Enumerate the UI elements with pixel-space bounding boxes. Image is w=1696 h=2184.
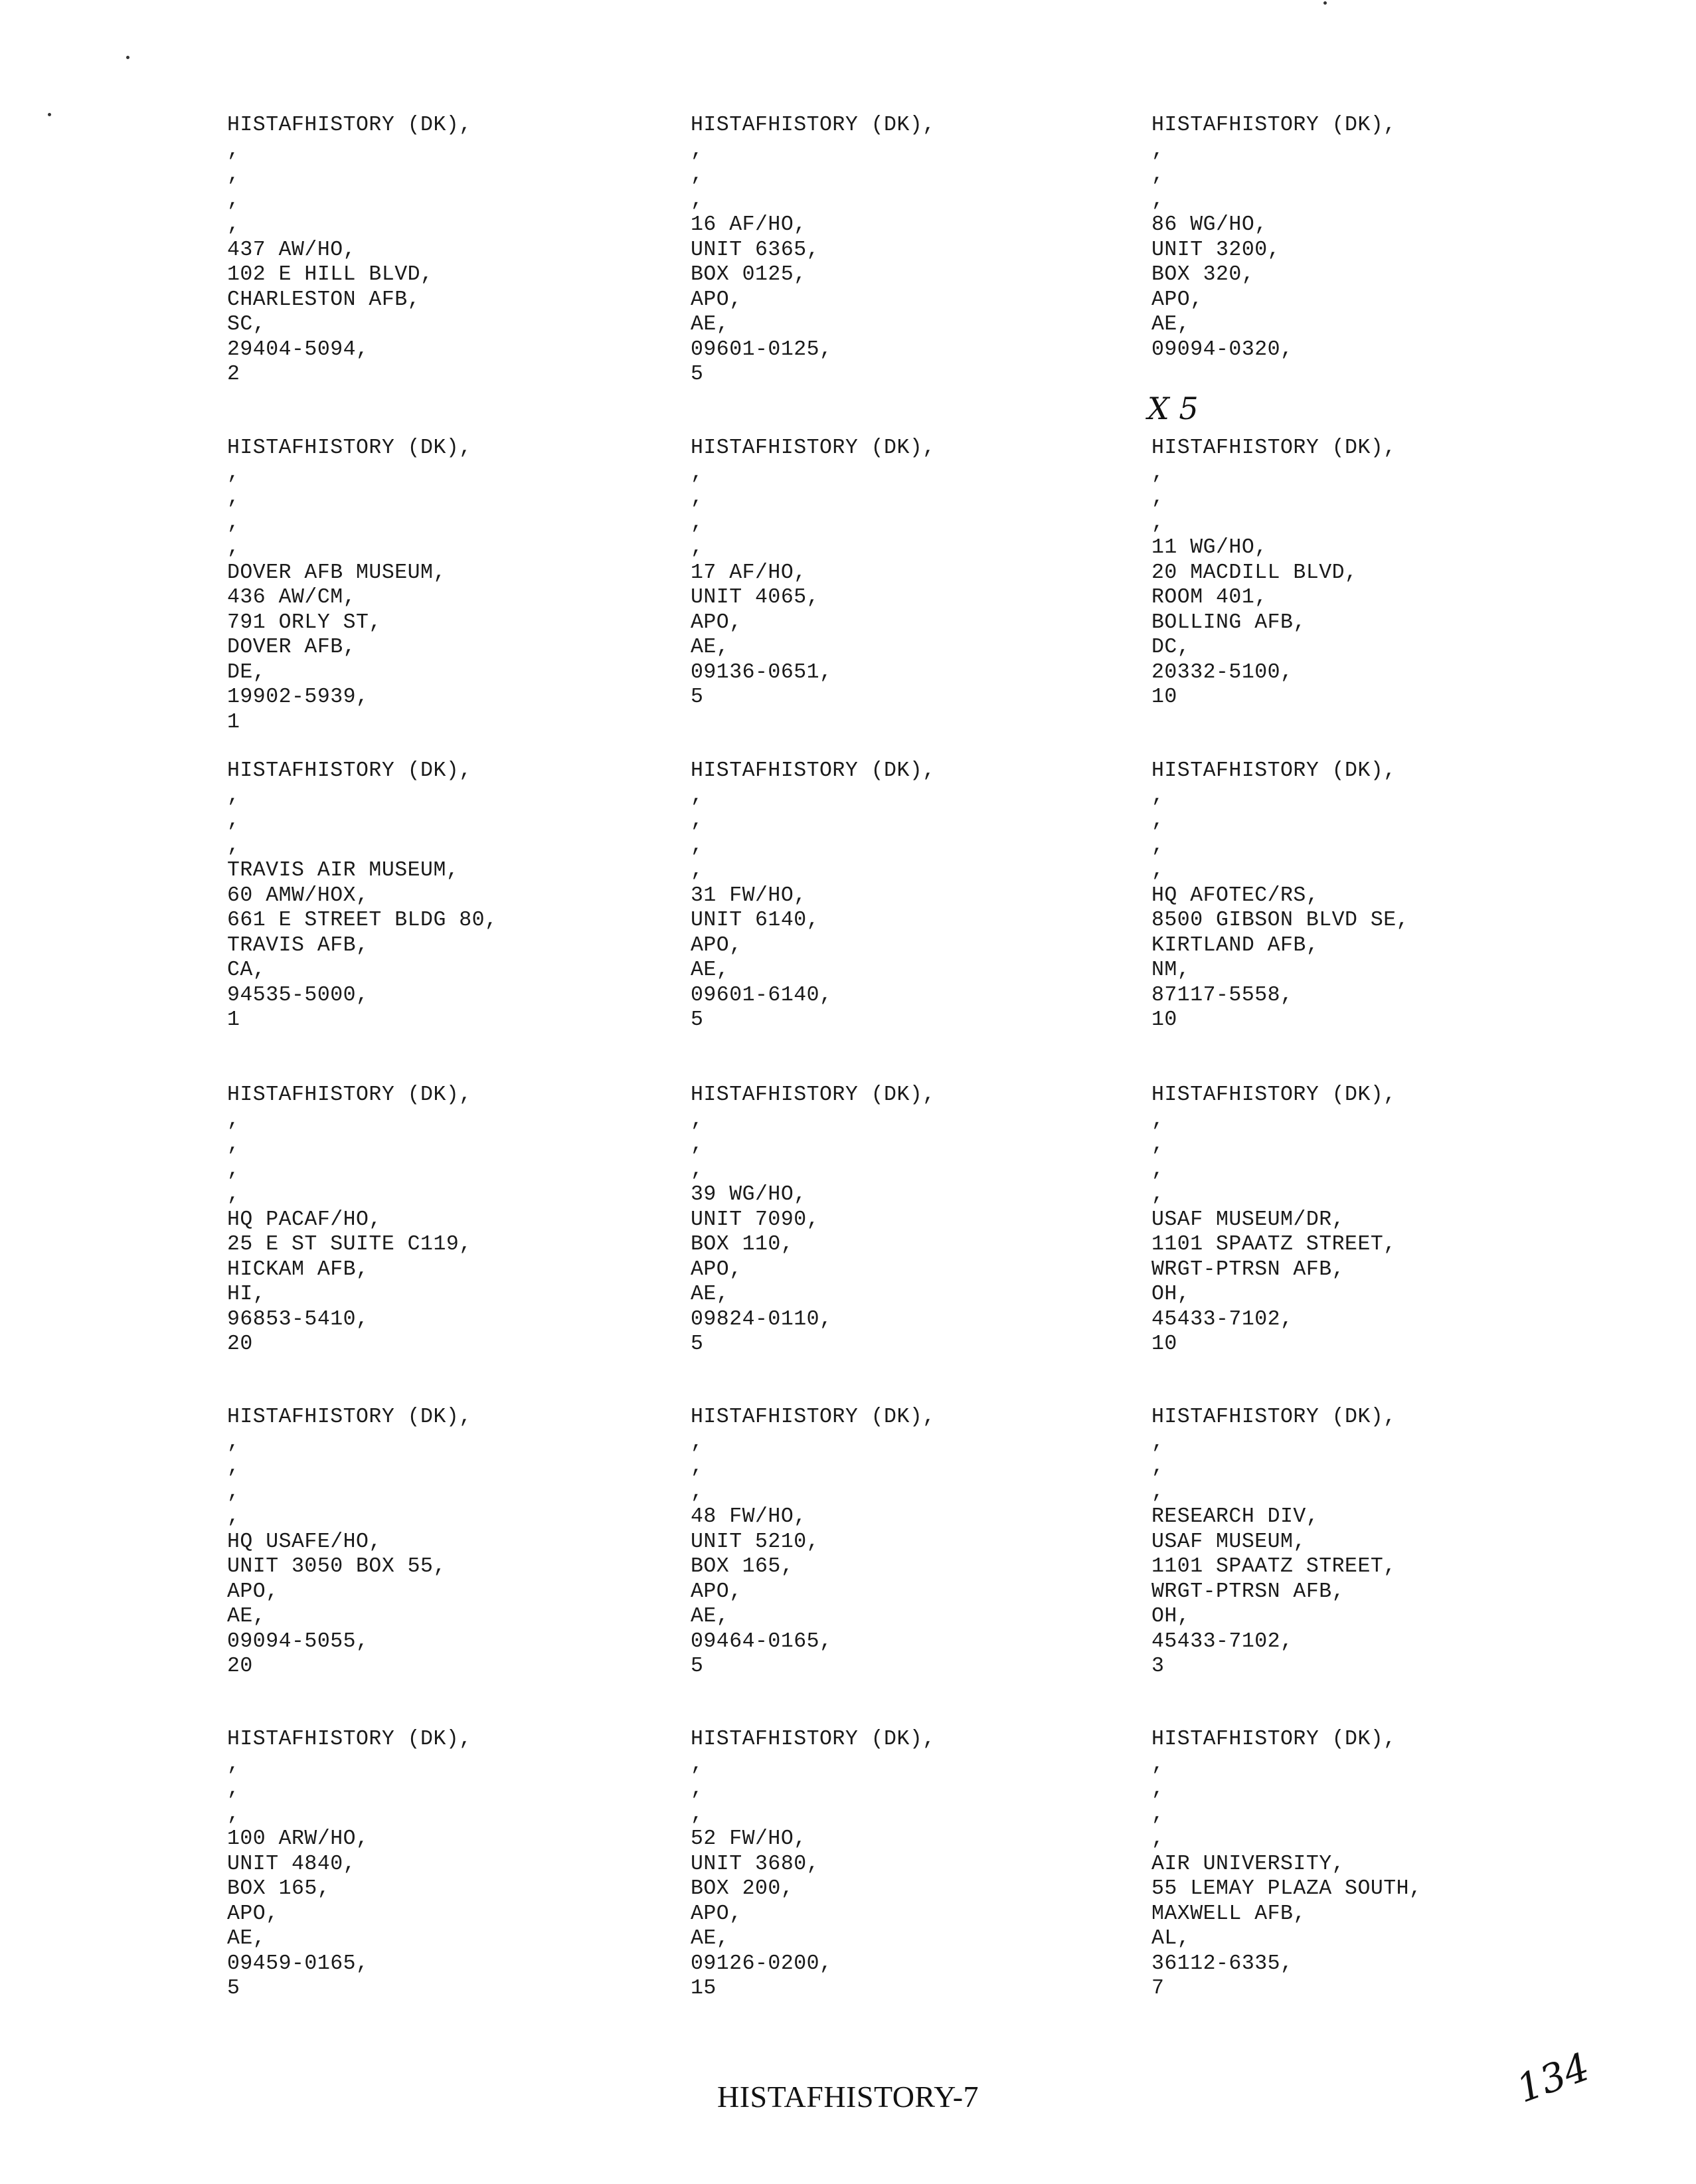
label-address-line: 09459-0165, — [227, 1952, 369, 1975]
label-address-line: UNIT 3200, — [1151, 238, 1281, 262]
label-address-line: 09126-0200, — [691, 1952, 833, 1975]
label-address-line: , — [227, 486, 240, 509]
label-address-line: AE, — [227, 1605, 266, 1628]
label-address-line: 102 E HILL BLVD, — [227, 263, 434, 286]
label-address-line: 1 — [227, 710, 240, 734]
label-address-line: , — [227, 138, 240, 162]
label-address-line: APO, — [227, 1580, 279, 1603]
mailing-label — [227, 1083, 705, 1357]
label-address-line: 20332-5100, — [1151, 660, 1294, 684]
label-address-line: , — [227, 1183, 240, 1206]
label-address-line: , — [227, 1430, 240, 1454]
label-address-line: 09824-0110, — [691, 1307, 833, 1331]
label-address-line: 39 WG/HO, — [691, 1183, 807, 1206]
label-address-line: 09464-0165, — [691, 1629, 833, 1653]
label-address-line: 87117-5558, — [1151, 983, 1294, 1007]
label-addressee-line: HISTAFHISTORY (DK), — [691, 759, 936, 782]
label-addressee-line: HISTAFHISTORY (DK), — [691, 436, 936, 460]
label-address-line: , — [1151, 1777, 1165, 1801]
label-addressee-line: HISTAFHISTORY (DK), — [1151, 114, 1397, 137]
label-address-line: USAF MUSEUM/DR, — [1151, 1208, 1345, 1231]
label-address-line: BOX 200, — [691, 1877, 794, 1900]
label-addressee-line: HISTAFHISTORY (DK), — [227, 1083, 472, 1107]
label-address-line: , — [1151, 1183, 1165, 1206]
label-address-line: UNIT 3680, — [691, 1852, 820, 1876]
label-address-line: , — [1151, 1108, 1165, 1132]
label-address-line: 48 FW/HO, — [691, 1505, 807, 1528]
label-address-line: 10 — [1151, 685, 1177, 709]
mailing-label — [691, 436, 1169, 710]
label-address-line: AE, — [691, 1283, 730, 1306]
label-address-line: , — [691, 1752, 704, 1776]
label-address-line: OH, — [1151, 1283, 1191, 1306]
mailing-label — [227, 436, 705, 735]
label-address-line: 661 E STREET BLDG 80, — [227, 909, 498, 932]
label-address-line: , — [227, 1133, 240, 1156]
mailing-label — [227, 1405, 705, 1679]
label-address-line: , — [691, 486, 704, 509]
label-address-line: , — [227, 1752, 240, 1776]
label-addressee-line: HISTAFHISTORY (DK), — [1151, 436, 1397, 460]
handwritten-quantity-mark: X 5 — [1147, 391, 1199, 426]
label-address-line: ROOM 401, — [1151, 586, 1268, 609]
label-address-line: , — [227, 1802, 240, 1826]
label-address-line: , — [691, 511, 704, 535]
label-address-line: DC, — [1151, 636, 1191, 659]
label-address-line: , — [227, 834, 240, 858]
label-address-line: , — [1151, 809, 1165, 832]
mailing-label — [227, 113, 705, 387]
label-address-line: 45433-7102, — [1151, 1307, 1294, 1331]
label-address-line: 100 ARW/HO, — [227, 1827, 369, 1851]
mailing-label — [1151, 1727, 1630, 2001]
label-address-line: , — [227, 511, 240, 535]
label-address-line: 09136-0651, — [691, 660, 833, 684]
label-address-line: , — [1151, 784, 1165, 808]
label-address-line: , — [227, 461, 240, 485]
label-address-line: 86 WG/HO, — [1151, 213, 1268, 236]
label-addressee-line: HISTAFHISTORY (DK), — [227, 1728, 472, 1751]
mailing-label — [1151, 1083, 1630, 1357]
label-address-line: , — [1151, 138, 1165, 162]
label-address-line: , — [227, 536, 240, 559]
mailing-label — [227, 759, 705, 1033]
label-address-line: 09094-0320, — [1151, 337, 1294, 361]
label-addressee-line: HISTAFHISTORY (DK), — [227, 114, 472, 137]
label-address-line: , — [227, 188, 240, 212]
label-address-line: HQ USAFE/HO, — [227, 1530, 382, 1554]
label-address-line: , — [1151, 1480, 1165, 1504]
label-address-line: RESEARCH DIV, — [1151, 1505, 1319, 1528]
label-address-line: 09094-5055, — [227, 1629, 369, 1653]
label-address-line: , — [691, 1108, 704, 1132]
label-address-line: , — [1151, 461, 1165, 485]
label-address-line: 8500 GIBSON BLVD SE, — [1151, 909, 1410, 932]
label-address-line: BOX 110, — [691, 1233, 794, 1256]
mailing-label — [691, 113, 1169, 387]
label-address-line: 31 FW/HO, — [691, 883, 807, 907]
label-address-line: , — [227, 1505, 240, 1528]
mailing-label — [1151, 759, 1630, 1033]
label-address-line: CHARLESTON AFB, — [227, 288, 421, 312]
label-address-line: AE, — [691, 636, 730, 659]
label-address-line: , — [1151, 1430, 1165, 1454]
label-address-line: , — [691, 163, 704, 187]
label-address-line: AE, — [691, 1927, 730, 1950]
label-address-line: AIR UNIVERSITY, — [1151, 1852, 1345, 1876]
label-address-line: KIRTLAND AFB, — [1151, 933, 1319, 957]
label-address-line: , — [227, 784, 240, 808]
label-address-line: 5 — [691, 363, 704, 386]
label-address-line: , — [691, 1480, 704, 1504]
label-address-line: , — [227, 163, 240, 187]
label-address-line: UNIT 6140, — [691, 909, 820, 932]
label-address-line: UNIT 4840, — [227, 1852, 357, 1876]
label-address-line: 5 — [227, 1977, 240, 2000]
label-address-line: HI, — [227, 1283, 266, 1306]
scan-speck — [48, 113, 51, 116]
label-address-line: HQ PACAF/HO, — [227, 1208, 382, 1231]
label-addressee-line: HISTAFHISTORY (DK), — [1151, 1728, 1397, 1751]
label-address-line: BOX 320, — [1151, 263, 1255, 286]
label-address-line: , — [691, 1802, 704, 1826]
mailing-label — [1151, 1405, 1630, 1679]
label-address-line — [1151, 362, 1630, 387]
label-address-line: , — [1151, 1158, 1165, 1182]
label-address-line: 17 AF/HO, — [691, 561, 807, 585]
mailing-label — [227, 1727, 705, 2001]
label-address-line: NM, — [1151, 958, 1191, 982]
label-address-line: AE, — [691, 958, 730, 982]
label-address-line: UNIT 5210, — [691, 1530, 820, 1554]
label-address-line: , — [227, 1777, 240, 1801]
label-address-line: AE, — [691, 313, 730, 336]
label-address-line: OH, — [1151, 1605, 1191, 1628]
label-address-line: BOX 165, — [691, 1555, 794, 1578]
label-addressee-line: HISTAFHISTORY (DK), — [227, 1406, 472, 1429]
label-address-line: 09601-6140, — [691, 983, 833, 1007]
label-addressee-line: HISTAFHISTORY (DK), — [1151, 1406, 1397, 1429]
label-address-line: , — [227, 213, 240, 236]
label-address-line: MAXWELL AFB, — [1151, 1902, 1306, 1926]
label-address-line: 5 — [691, 685, 704, 709]
label-address-line: AL, — [1151, 1927, 1191, 1950]
label-address-line: UNIT 3050 BOX 55, — [227, 1555, 446, 1578]
label-address-line: AE, — [1151, 313, 1191, 336]
label-address-line: UNIT 7090, — [691, 1208, 820, 1231]
label-address-line: WRGT-PTRSN AFB, — [1151, 1580, 1345, 1603]
label-address-line: 5 — [691, 1332, 704, 1356]
label-address-line: , — [691, 809, 704, 832]
label-address-line: DOVER AFB MUSEUM, — [227, 561, 446, 585]
label-address-line: APO, — [691, 1902, 742, 1926]
label-address-line: 20 — [227, 1332, 253, 1356]
label-address-line: 36112-6335, — [1151, 1952, 1294, 1975]
label-address-line: , — [691, 188, 704, 212]
label-address-line: 19902-5939, — [227, 685, 369, 709]
label-address-line: 09601-0125, — [691, 337, 833, 361]
label-addressee-line: HISTAFHISTORY (DK), — [227, 436, 472, 460]
label-address-line: BOX 0125, — [691, 263, 807, 286]
label-address-line: CA, — [227, 958, 266, 982]
label-address-line: , — [1151, 859, 1165, 882]
label-address-line: DE, — [227, 660, 266, 684]
label-address-line: , — [691, 1133, 704, 1156]
mailing-label — [691, 759, 1169, 1033]
mailing-label — [691, 1727, 1169, 2001]
label-addressee-line: HISTAFHISTORY (DK), — [691, 1728, 936, 1751]
label-address-line: , — [691, 859, 704, 882]
label-addressee-line: HISTAFHISTORY (DK), — [1151, 759, 1397, 782]
handwritten-page-number: 134 — [1511, 2044, 1596, 2112]
label-address-line: APO, — [691, 1257, 742, 1281]
label-address-line: , — [227, 1455, 240, 1479]
label-address-line: 5 — [691, 1008, 704, 1032]
label-address-line: 20 — [227, 1655, 253, 1678]
label-address-line: , — [1151, 1455, 1165, 1479]
label-address-line: 1101 SPAATZ STREET, — [1151, 1233, 1397, 1256]
label-address-line: 15 — [691, 1977, 717, 2000]
label-address-line: , — [691, 536, 704, 559]
label-address-line: AE, — [227, 1927, 266, 1950]
label-address-line: 52 FW/HO, — [691, 1827, 807, 1851]
label-address-line: 10 — [1151, 1008, 1177, 1032]
label-address-line: 3 — [1151, 1655, 1165, 1678]
label-address-line: 10 — [1151, 1332, 1177, 1356]
label-address-line: , — [691, 834, 704, 858]
label-address-line: , — [1151, 1133, 1165, 1156]
label-address-line: , — [1151, 511, 1165, 535]
label-address-line: 5 — [691, 1655, 704, 1678]
label-address-line: 96853-5410, — [227, 1307, 369, 1331]
label-address-line: , — [691, 1777, 704, 1801]
label-address-line: , — [1151, 486, 1165, 509]
label-address-line: , — [1151, 1802, 1165, 1826]
label-addressee-line: HISTAFHISTORY (DK), — [691, 114, 936, 137]
mailing-label — [1151, 436, 1630, 710]
label-address-line: , — [1151, 1752, 1165, 1776]
mailing-label — [691, 1405, 1169, 1679]
label-address-line: , — [691, 784, 704, 808]
label-address-line: 7 — [1151, 1977, 1165, 2000]
label-address-line: APO, — [691, 288, 742, 312]
label-address-line: , — [227, 1480, 240, 1504]
label-address-line: , — [691, 1430, 704, 1454]
label-address-line: , — [691, 1455, 704, 1479]
label-address-line: AE, — [691, 1605, 730, 1628]
label-address-line: 94535-5000, — [227, 983, 369, 1007]
label-address-line: 20 MACDILL BLVD, — [1151, 561, 1358, 585]
label-address-line: 25 E ST SUITE C119, — [227, 1233, 472, 1256]
label-addressee-line: HISTAFHISTORY (DK), — [691, 1406, 936, 1429]
label-address-line: TRAVIS AFB, — [227, 933, 369, 957]
label-address-line: 29404-5094, — [227, 337, 369, 361]
label-address-line: DOVER AFB, — [227, 636, 357, 659]
label-addressee-line: HISTAFHISTORY (DK), — [691, 1083, 936, 1107]
label-address-line: UNIT 4065, — [691, 586, 820, 609]
label-address-line: , — [1151, 1827, 1165, 1851]
label-address-line: 2 — [227, 363, 240, 386]
label-address-line: 11 WG/HO, — [1151, 536, 1268, 559]
label-address-line: APO, — [227, 1902, 279, 1926]
label-address-line: , — [1151, 188, 1165, 212]
label-address-line: 1101 SPAATZ STREET, — [1151, 1555, 1397, 1578]
label-address-line: 1 — [227, 1008, 240, 1032]
label-address-line: HQ AFOTEC/RS, — [1151, 883, 1319, 907]
label-address-line: 45433-7102, — [1151, 1629, 1294, 1653]
label-address-line: , — [227, 1158, 240, 1182]
label-address-line: BOLLING AFB, — [1151, 610, 1306, 634]
label-address-line: APO, — [691, 933, 742, 957]
label-address-line: UNIT 6365, — [691, 238, 820, 262]
label-address-line: APO, — [1151, 288, 1203, 312]
label-address-line: TRAVIS AIR MUSEUM, — [227, 859, 460, 882]
label-address-line: 16 AF/HO, — [691, 213, 807, 236]
label-address-line: WRGT-PTRSN AFB, — [1151, 1257, 1345, 1281]
label-address-line: HICKAM AFB, — [227, 1257, 369, 1281]
label-address-line: , — [691, 461, 704, 485]
mailing-label — [1151, 113, 1630, 387]
label-address-line: 437 AW/HO, — [227, 238, 357, 262]
label-address-line: , — [227, 809, 240, 832]
label-address-line: 436 AW/CM, — [227, 586, 357, 609]
label-address-line: , — [1151, 163, 1165, 187]
page-footer: HISTAFHISTORY-7 — [717, 2080, 979, 2114]
label-address-line: 791 ORLY ST, — [227, 610, 382, 634]
label-addressee-line: HISTAFHISTORY (DK), — [227, 759, 472, 782]
label-address-line: APO, — [691, 1580, 742, 1603]
label-address-line: , — [691, 138, 704, 162]
label-address-line: BOX 165, — [227, 1877, 331, 1900]
scan-speck — [1323, 1, 1327, 5]
scan-speck — [126, 56, 129, 59]
label-address-line: 55 LEMAY PLAZA SOUTH, — [1151, 1877, 1422, 1900]
label-address-line: , — [691, 1158, 704, 1182]
label-address-line: 60 AMW/HOX, — [227, 883, 369, 907]
label-address-line: , — [227, 1108, 240, 1132]
mailing-label — [691, 1083, 1169, 1357]
label-addressee-line: HISTAFHISTORY (DK), — [1151, 1083, 1397, 1107]
label-address-line: SC, — [227, 313, 266, 336]
label-address-line: USAF MUSEUM, — [1151, 1530, 1306, 1554]
label-address-line: APO, — [691, 610, 742, 634]
label-address-line: , — [1151, 834, 1165, 858]
